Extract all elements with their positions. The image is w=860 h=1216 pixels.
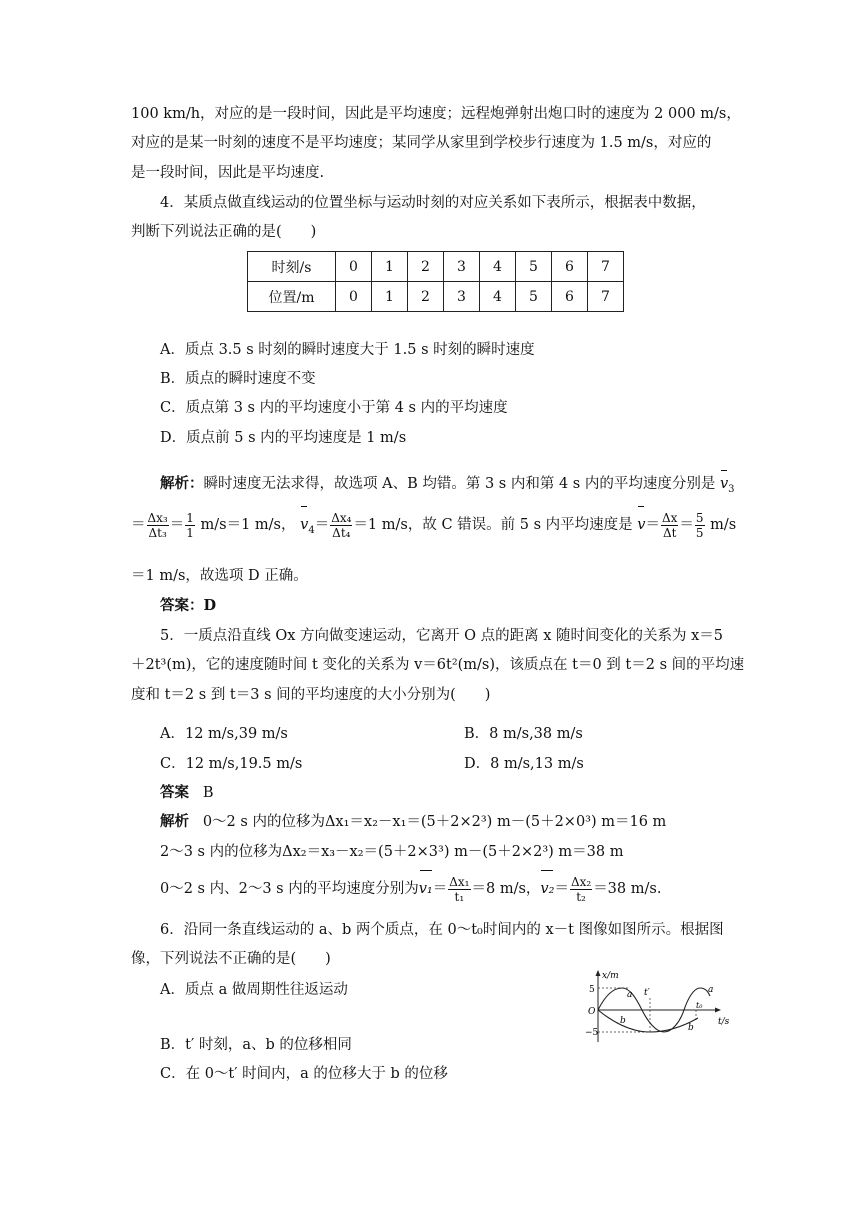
table-cell: 2	[408, 252, 444, 282]
subscript: 4	[308, 524, 315, 536]
fraction-dx3-dt3	[147, 511, 169, 540]
table-cell: 7	[588, 282, 624, 312]
denominator: Δt₄	[332, 525, 351, 540]
table-header-time: 时刻/s	[248, 252, 336, 282]
numerator: 1	[186, 510, 194, 525]
unit-text: m/s	[710, 517, 737, 533]
q4-option-c: C．质点第 3 s 内的平均速度小于第 4 s 内的平均速度	[160, 400, 508, 416]
q4-stem-line-1: 4．某质点做直线运动的位置坐标与运动时刻的对应关系如下表所示，根据表中数据，	[160, 195, 706, 211]
q5-stem-line-1: 5．一质点沿直线 Ox 方向做变速运动，它离开 O 点的距离 x 随时间变化的关系为 x＝5	[160, 628, 724, 644]
table-cell: 5	[516, 282, 552, 312]
q4-answer: 答案：D	[160, 597, 217, 614]
table-cell: 4	[480, 282, 516, 312]
q4-analysis-line-3: ＝1 m/s，故选项 D 正确。	[131, 568, 308, 584]
subscript: 3	[728, 483, 735, 495]
avg-velocity-symbol: v	[300, 510, 308, 540]
avg-velocity-symbol: v	[719, 476, 729, 492]
x-axis-label: t/s	[718, 1017, 730, 1027]
y-axis-label: x/m	[602, 971, 619, 981]
intro-line-2: 对应的是某一时刻的速度不是平均速度；某同学从家里到学校步行速度为 1.5 m/s，对应的	[131, 135, 712, 151]
denominator: 1	[186, 525, 194, 540]
fraction-five-five	[695, 511, 705, 540]
numerator: Δx₂	[570, 874, 592, 889]
q5-analysis-line-2: 2～3 s 内的位移为Δx₂＝x₃－x₂＝(5＋2×3³) m－(5＋2×2³) m＝38 m	[160, 844, 624, 860]
t-prime-label: t′	[644, 988, 650, 998]
numerator: Δx	[661, 510, 678, 525]
table-header-position: 位置/m	[248, 282, 336, 312]
curve-a-label: a	[627, 990, 633, 1000]
q6-stem-line-1: 6．沿同一条直线运动的 a、b 两个质点，在 0～t₀时间内的 x－t 图像如图所示。根据图	[160, 922, 724, 938]
tick-label-pos: 5	[589, 985, 595, 995]
avg-velocity-2: v₂	[540, 874, 554, 904]
equals: ＝	[432, 881, 448, 897]
fraction-dx-dt	[661, 511, 678, 540]
numerator: Δx₄	[331, 510, 352, 525]
table-cell: 4	[480, 252, 516, 282]
answer-value: B	[202, 785, 214, 801]
table-cell: 1	[372, 252, 408, 282]
table-cell: 0	[336, 252, 372, 282]
q4-option-d: D．质点前 5 s 内的平均速度是 1 m/s	[160, 430, 407, 446]
result-text: ＝1 m/s，故 C 错误。前 5 s 内平均速度是	[353, 517, 633, 533]
q5-analysis-line-3	[160, 874, 661, 904]
curve-b-label: b	[620, 1016, 626, 1026]
avg-velocity-symbol: v	[637, 510, 645, 540]
q5-option-b: B．8 m/s,38 m/s	[464, 726, 583, 742]
result-text: ＝38 m/s.	[593, 881, 662, 897]
q4-analysis-line-1	[160, 474, 760, 500]
numerator: Δx₃	[147, 510, 168, 525]
q6-stem-line-2: 像，下列说法不正确的是( )	[131, 951, 331, 967]
curve-a-label: a	[708, 985, 714, 995]
analysis-label: 解析	[160, 813, 189, 830]
equals: ＝	[131, 517, 146, 533]
denominator: t₂	[576, 889, 586, 904]
table-cell: 3	[444, 252, 480, 282]
table-cell: 2	[408, 282, 444, 312]
analysis-label: 解析：	[160, 475, 204, 492]
origin-label: O	[588, 1007, 596, 1017]
q6-option-a: A．质点 a 做周期性往返运动	[160, 982, 348, 998]
fraction-dx4-dt4	[330, 511, 352, 540]
fraction-dx2-t2	[570, 875, 592, 904]
curve-b-label: b	[688, 1023, 694, 1033]
fraction-dx1-t1	[448, 875, 470, 904]
equals: ＝	[554, 881, 569, 897]
q4-time-position-table	[247, 251, 624, 312]
q4-option-b: B．质点的瞬时速度不变	[160, 371, 316, 387]
equals: ＝	[645, 517, 660, 533]
analysis-text: 瞬时速度无法求得，故选项 A、B 均错。第 3 s 内和第 4 s 内的平均速度分别是	[203, 476, 716, 492]
table-cell: 3	[444, 282, 480, 312]
table-cell: 1	[372, 282, 408, 312]
table-row	[248, 282, 624, 312]
intro-line-1: 100 km/h，对应的是一段时间，因此是平均速度；远程炮弹射出炮口时的速度为 2 000 m/s，	[131, 106, 741, 122]
tick-label-neg: −5	[585, 1028, 599, 1038]
avg-velocity-1: v₁	[419, 874, 433, 904]
q6-xt-graph	[584, 968, 734, 1048]
q4-stem-line-2: 判断下列说法正确的是( )	[131, 224, 317, 240]
denominator: 5	[695, 525, 704, 540]
table-cell: 6	[552, 252, 588, 282]
numerator: Δx₁	[449, 874, 470, 889]
q6-option-c: C．在 0～t′ 时间内，a 的位移大于 b 的位移	[160, 1066, 448, 1082]
denominator: t₁	[454, 889, 465, 904]
q5-answer	[160, 783, 213, 803]
fraction-one-one	[185, 511, 195, 540]
t0-label: t₀	[696, 1001, 703, 1010]
analysis-text: 0～2 s 内、2～3 s 内的平均速度分别为	[160, 881, 419, 897]
equals: ＝	[314, 517, 330, 533]
analysis-text: 0～2 s 内的位移为Δx₁＝x₂－x₁＝(5＋2×2³) m－(5＋2×0³) m＝16 m	[202, 814, 667, 830]
table-cell: 5	[516, 252, 552, 282]
q6-option-b: B．t′ 时刻，a、b 的位移相同	[160, 1037, 352, 1053]
equals: ＝	[169, 517, 185, 533]
intro-line-3: 是一段时间，因此是平均速度.	[131, 165, 325, 181]
x-axis-arrow	[715, 1008, 721, 1013]
q5-option-d: D．8 m/s,13 m/s	[464, 756, 584, 772]
table-cell: 7	[588, 252, 624, 282]
q5-option-a: A．12 m/s,39 m/s	[160, 726, 288, 742]
q5-analysis-line-1	[160, 812, 666, 832]
table-row	[248, 252, 624, 282]
q5-option-c: C．12 m/s,19.5 m/s	[160, 756, 303, 772]
equals: ＝	[679, 517, 694, 533]
table-cell: 6	[552, 282, 588, 312]
q5-stem-line-3: 度和 t＝2 s 到 t＝3 s 间的平均速度的大小分别为( )	[131, 687, 491, 703]
q4-analysis-line-2	[131, 510, 741, 546]
result-text: ＝8 m/s，	[471, 881, 541, 897]
table-cell: 0	[336, 282, 372, 312]
y-axis-arrow	[596, 970, 601, 976]
numerator: 5	[695, 510, 704, 525]
answer-label: 答案	[160, 784, 189, 801]
denominator: Δt	[662, 525, 677, 540]
q4-option-a: A．质点 3.5 s 时刻的瞬时速度大于 1.5 s 时刻的瞬时速度	[160, 342, 535, 358]
denominator: Δt₃	[148, 525, 167, 540]
result-text: m/s＝1 m/s，	[200, 517, 296, 533]
q5-stem-line-2: ＋2t³(m)，它的速度随时间 t 变化的关系为 v＝6t²(m/s)，该质点在 t＝0 到 t＝2 s 间的平均速	[131, 657, 745, 673]
